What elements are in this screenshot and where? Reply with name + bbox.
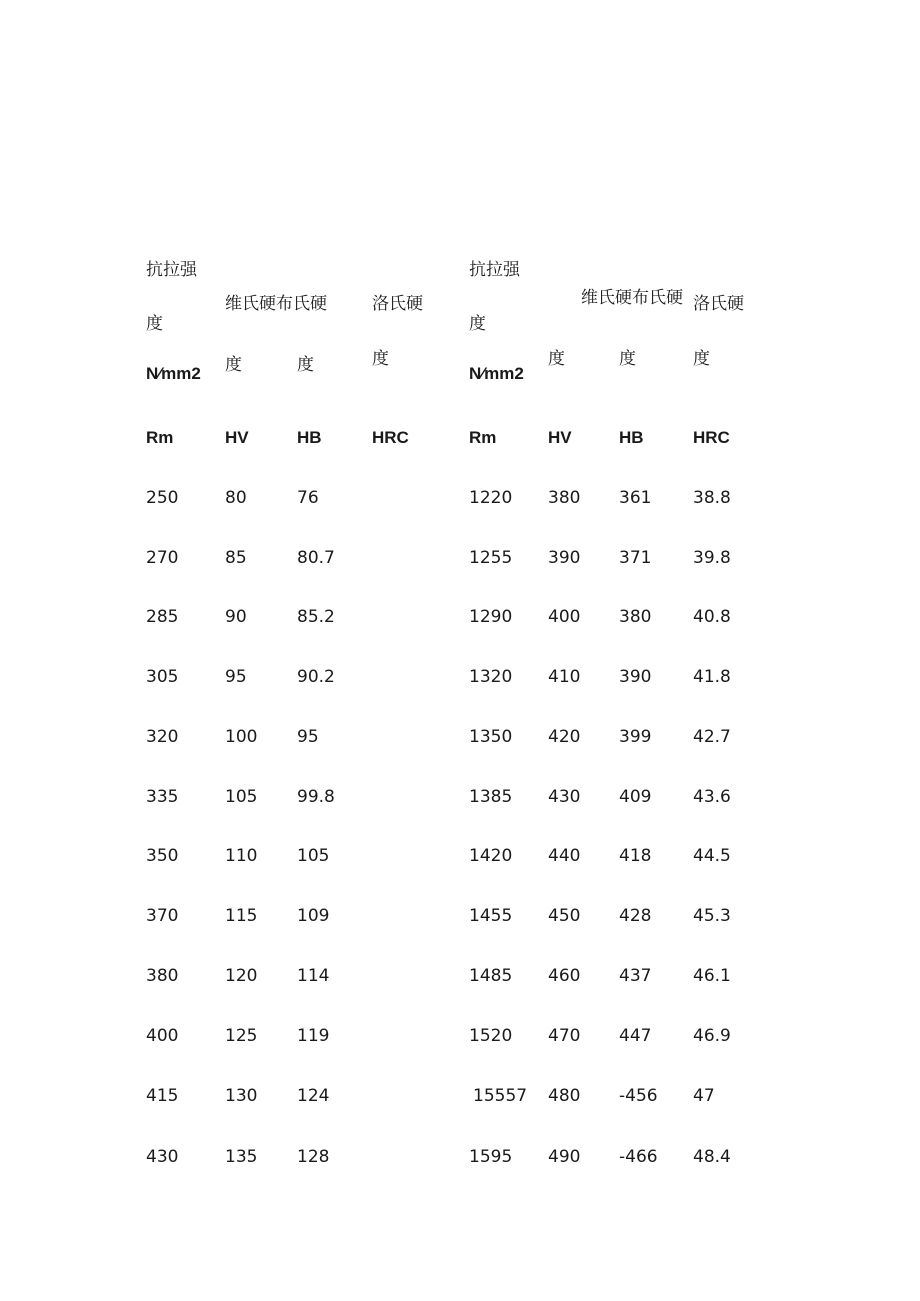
cell-rm: 415 [146, 1086, 179, 1106]
header-right-hrc-line2: 度 [693, 349, 710, 369]
cell-hrc-right: 39.8 [693, 548, 731, 568]
header-left-hb-line2: 度 [297, 355, 314, 375]
cell-hv-right: 420 [548, 727, 581, 747]
cell-hrc-right: 40.8 [693, 607, 731, 627]
header-right-rm-line2: 度 [469, 314, 486, 334]
cell-rm: 430 [146, 1147, 179, 1167]
header-left-symbol-hv: HV [225, 428, 249, 447]
header-left-hv-hb-line1: 维氏硬布氏硬 [225, 294, 327, 314]
header-right-symbol-hv: HV [548, 428, 572, 447]
cell-rm-right: 1455 [469, 906, 513, 926]
cell-hb: 76 [297, 488, 319, 508]
cell-hb: 105 [297, 846, 330, 866]
cell-hb: 95 [297, 727, 319, 747]
cell-hb-right: 399 [619, 727, 652, 747]
cell-rm-right: 1420 [469, 846, 513, 866]
header-left-symbol-rm: Rm [146, 428, 174, 447]
cell-hv: 130 [225, 1086, 258, 1106]
cell-hrc-right: 46.1 [693, 966, 731, 986]
cell-rm: 320 [146, 727, 179, 747]
header-right-symbol-rm: Rm [469, 428, 497, 447]
header-right-symbol-hb: HB [619, 428, 644, 447]
cell-hrc-right: 44.5 [693, 846, 731, 866]
cell-hb-right: -466 [619, 1147, 658, 1167]
cell-hrc-right: 45.3 [693, 906, 731, 926]
header-right-hb-line2: 度 [619, 349, 636, 369]
cell-hrc-right: 41.8 [693, 667, 731, 687]
cell-rm-right: 1220 [469, 488, 513, 508]
cell-hv-right: 450 [548, 906, 581, 926]
cell-hrc-right: 47 [693, 1086, 715, 1106]
cell-hb: 80.7 [297, 548, 335, 568]
cell-hb-right: 428 [619, 906, 652, 926]
cell-hb: 119 [297, 1026, 330, 1046]
cell-hv: 85 [225, 548, 247, 568]
cell-hb-right: 390 [619, 667, 652, 687]
cell-hv-right: 440 [548, 846, 581, 866]
cell-rm: 400 [146, 1026, 179, 1046]
cell-hv-right: 380 [548, 488, 581, 508]
cell-rm: 380 [146, 966, 179, 986]
cell-rm: 285 [146, 607, 179, 627]
cell-hv-right: 390 [548, 548, 581, 568]
cell-hv-right: 460 [548, 966, 581, 986]
cell-rm-right: 1595 [469, 1147, 513, 1167]
cell-hrc-right: 46.9 [693, 1026, 731, 1046]
cell-hb-right: 447 [619, 1026, 652, 1046]
cell-hb-right: 361 [619, 488, 652, 508]
cell-hrc-right: 48.4 [693, 1147, 731, 1167]
cell-rm-right: 1290 [469, 607, 513, 627]
cell-hv-right: 470 [548, 1026, 581, 1046]
cell-rm-right: 1350 [469, 727, 513, 747]
header-right-rm-line1: 抗拉强 [469, 260, 520, 280]
header-left-hv-line2: 度 [225, 355, 242, 375]
cell-hv-right: 430 [548, 787, 581, 807]
header-right-hv-line2: 度 [548, 349, 565, 369]
cell-hb-right: 418 [619, 846, 652, 866]
header-right-hrc-line1: 洛氏硬 [693, 294, 744, 314]
cell-rm: 370 [146, 906, 179, 926]
header-left-hrc-line2: 度 [372, 349, 389, 369]
cell-hv: 100 [225, 727, 258, 747]
cell-rm: 350 [146, 846, 179, 866]
cell-hb-right: -456 [619, 1086, 658, 1106]
cell-hb: 114 [297, 966, 330, 986]
cell-hv: 105 [225, 787, 258, 807]
cell-hb-right: 371 [619, 548, 652, 568]
cell-hrc-right: 43.6 [693, 787, 731, 807]
cell-hv: 115 [225, 906, 258, 926]
header-left-rm-unit: N⁄mm2 [146, 364, 201, 383]
cell-rm-right: 1385 [469, 787, 513, 807]
cell-hb: 90.2 [297, 667, 335, 687]
cell-hb-right: 409 [619, 787, 652, 807]
cell-hv-right: 410 [548, 667, 581, 687]
cell-rm-right: 1320 [469, 667, 513, 687]
cell-hb: 99.8 [297, 787, 335, 807]
cell-hv: 135 [225, 1147, 258, 1167]
cell-hv: 80 [225, 488, 247, 508]
cell-rm-right: 1255 [469, 548, 513, 568]
cell-rm-right: 15557 [473, 1086, 528, 1106]
cell-hb: 124 [297, 1086, 330, 1106]
cell-rm-right: 1485 [469, 966, 513, 986]
cell-hv: 95 [225, 667, 247, 687]
header-left-symbol-hrc: HRC [372, 428, 409, 447]
header-left-symbol-hb: HB [297, 428, 322, 447]
header-right-rm-unit: N⁄mm2 [469, 364, 524, 383]
cell-hb: 109 [297, 906, 330, 926]
cell-hv: 125 [225, 1026, 258, 1046]
cell-rm: 335 [146, 787, 179, 807]
cell-hb: 128 [297, 1147, 330, 1167]
cell-hv: 110 [225, 846, 258, 866]
cell-hv-right: 480 [548, 1086, 581, 1106]
cell-hv: 120 [225, 966, 258, 986]
cell-rm: 270 [146, 548, 179, 568]
header-left-rm-line2: 度 [146, 314, 163, 334]
header-left-hrc-line1: 洛氏硬 [372, 294, 423, 314]
cell-hrc-right: 42.7 [693, 727, 731, 747]
cell-rm: 250 [146, 488, 179, 508]
cell-rm: 305 [146, 667, 179, 687]
header-right-hv-hb-line1: 维氏硬布氏硬 [581, 288, 683, 308]
cell-hrc-right: 38.8 [693, 488, 731, 508]
cell-hv: 90 [225, 607, 247, 627]
cell-hv-right: 400 [548, 607, 581, 627]
cell-rm-right: 1520 [469, 1026, 513, 1046]
header-left-rm-line1: 抗拉强 [146, 260, 197, 280]
cell-hb: 85.2 [297, 607, 335, 627]
cell-hb-right: 380 [619, 607, 652, 627]
cell-hb-right: 437 [619, 966, 652, 986]
cell-hv-right: 490 [548, 1147, 581, 1167]
header-right-symbol-hrc: HRC [693, 428, 730, 447]
